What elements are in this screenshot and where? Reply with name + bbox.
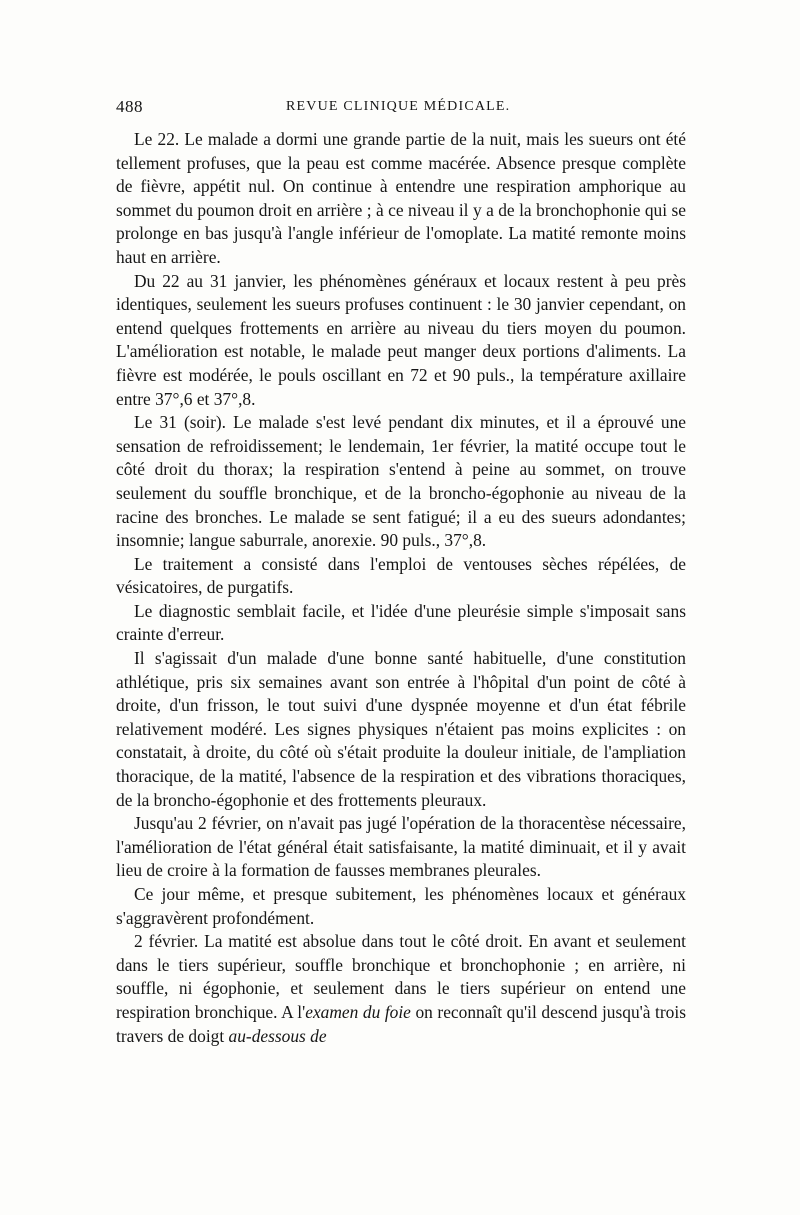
running-title: REVUE CLINIQUE MÉDICALE. bbox=[286, 99, 511, 114]
paragraph-7: Jusqu'au 2 février, on n'avait pas jugé l'opération de la thoracentèse nécessaire, l'amélioration de l'état général était satisfaisante, la matité diminuait, et il y avait lieu de croire à la formation de fausses membranes pleurales. bbox=[116, 813, 686, 881]
italic-examen-du-foie: examen du foie bbox=[305, 1001, 411, 1022]
paragraph-9-text-b: on reconnaît qu'il descend jusqu'à trois travers de doigt bbox=[116, 1001, 686, 1046]
paragraph-9-text-a: 2 février. La matité est absolue dans tout le côté droit. En avant et seulement dans le tiers supérieur, souffle bronchique et bronchophonie ; en arrière, ni souffle, ni égophonie, et seulement dans le tiers supérieur on entend une respiration bronchique. A l' bbox=[116, 931, 686, 1022]
paragraph-4: Le traitement a consisté dans l'emploi de ventouses sèches répélées, de vésicatoires, de purgatifs. bbox=[116, 553, 686, 598]
page-number: 488 bbox=[116, 97, 143, 116]
paragraph-8: Ce jour même, et presque subitement, les phénomènes locaux et généraux s'aggravèrent profondément. bbox=[116, 884, 686, 928]
paragraph-9 bbox=[116, 930, 686, 1048]
paragraph-6: Il s'agissait d'un malade d'une bonne santé habituelle, d'une constitution athlétique, pris six semaines avant son entrée à l'hôpital d'un point de côté à droite, d'un frisson, le tout suivi d'une dyspnée moyenne et d'un état fébrile relativement modéré. Les signes physiques n'étaient pas moins explicites : on constatait, à droite, du côté où s'était produite la douleur initiale, de l'ampliation thoracique, de la matité, l'absence de la respiration et des vibrations thoraciques, de la broncho-égophonie et des frottements pleuraux. bbox=[116, 648, 686, 810]
paragraph-3: Le 31 (soir). Le malade s'est levé pendant dix minutes, et il a éprouvé une sensation de refroidissement; le lendemain, 1er février, la matité occupe tout le côté droit du thorax; la respiration s'entend à peine au sommet, on trouve seulement du souffle bronchique, et de la broncho-égophonie au niveau de la racine des bronches. Le malade se sent fatigué; il a eu des sueurs adondantes; insomnie; langue saburrale, anorexie. 90 puls., 37°,8. bbox=[116, 412, 686, 551]
page-header bbox=[116, 97, 686, 121]
paragraph-2: Du 22 au 31 janvier, les phénomènes généraux et locaux restent à peu près identiques, seulement les sueurs profuses continuent : le 30 janvier cependant, on entend quelques frottements en arrière au niveau du tiers moyen du poumon. L'amélioration est notable, le malade peut manger deux portions d'aliments. La fièvre est modérée, le pouls oscillant en 72 et 90 puls., la température axillaire entre 37°,6 et 37°,8. bbox=[116, 270, 686, 409]
paragraph-5: Le diagnostic semblait facile, et l'idée d'une pleurésie simple s'imposait sans crainte d'erreur. bbox=[116, 600, 686, 645]
italic-au-dessous-de: au-dessous de bbox=[228, 1025, 327, 1046]
body-text bbox=[116, 128, 686, 1048]
paragraph-1: Le 22. Le malade a dormi une grande partie de la nuit, mais les sueurs ont été tellement profuses, que la peau est comme macérée. Absence presque complète de fièvre, appétit nul. On continue à entendre une respiration amphorique au sommet du poumon droit en arrière ; à ce niveau il y a de la bronchophonie qui se prolonge en bas jusqu'à l'angle inférieur de l'omoplate. La matité remonte moins haut en arrière. bbox=[116, 129, 686, 267]
